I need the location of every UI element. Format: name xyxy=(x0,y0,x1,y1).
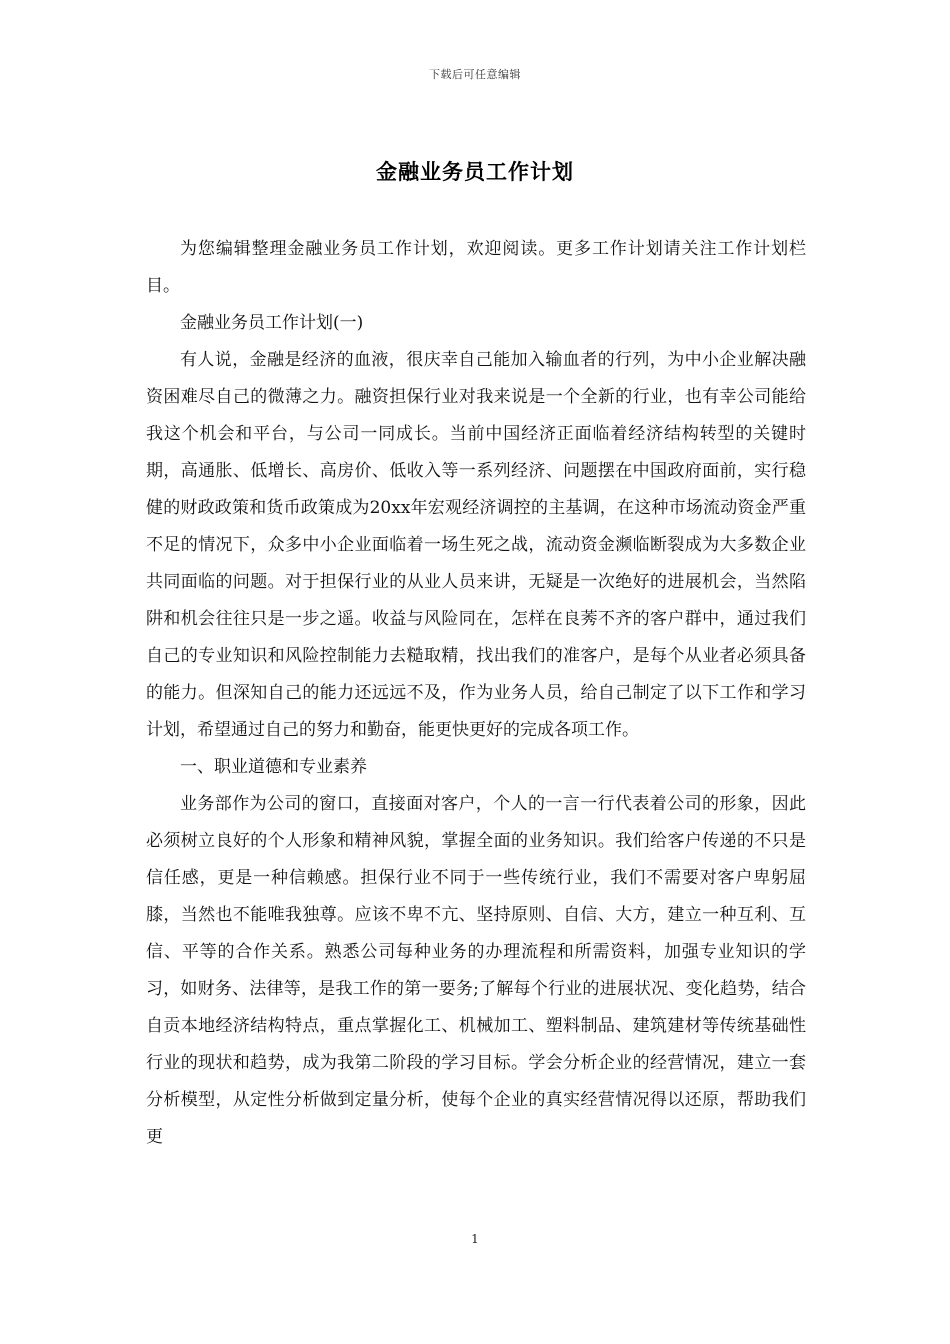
body-paragraph: 业务部作为公司的窗口，直接面对客户，个人的一言一行代表着公司的形象，因此必须树立良好的个人形象和精神风貌，掌握全面的业务知识。我们给客户传递的不只是信任感，更是一种信赖感。担保行业不同于一些传统行业，我们不需要对客户卑躬屈膝，当然也不能唯我独尊。应该不卑不亢、坚持原则、自信、大方，建立一种互利、互信、平等的合作关系。熟悉公司每种业务的办理流程和所需资料，加强专业知识的学习，如财务、法律等，是我工作的第一要务;了解每个行业的进展状况、变化趋势，结合自贡本地经济结构特点，重点掌握化工、机械加工、塑料制品、建筑建材等传统基础性行业的现状和趋势，成为我第二阶段的学习目标。学会分析企业的经营情况，建立一套分析模型，从定性分析做到定量分析，使每个企业的真实经营情况得以还原，帮助我们更 xyxy=(146,794,806,1147)
section-heading-ethics: 一、职业道德和专业素养 xyxy=(180,757,367,777)
document-body xyxy=(146,231,806,1156)
page-number: 1 xyxy=(471,1232,479,1246)
header-note: 下载后可任意编辑 xyxy=(429,68,521,81)
body-paragraph: 有人说，金融是经济的血液，很庆幸自己能加入输血者的行列，为中小企业解决融资困难尽自己的微薄之力。融资担保行业对我来说是一个全新的行业，也有幸公司能给我这个机会和平台，与公司一同成长。当前中国经济正面临着经济结构转型的关键时期，高通胀、低增长、高房价、低收入等一系列经济、问题摆在中国政府面前，实行稳健的财政政策和货币政策成为20xx年宏观经济调控的主基调，在这种市场流动资金严重不足的情况下，众多中小企业面临着一场生死之战，流动资金濒临断裂成为大多数企业共同面临的问题。对于担保行业的从业人员来讲，无疑是一次绝好的进展机会，当然陷阱和机会往往只是一步之遥。收益与风险同在，怎样在良莠不齐的客户群中，通过我们自己的专业知识和风险控制能力去糙取精，找出我们的准客户，是每个从业者必须具备的能力。但深知自己的能力还远远不及，作为业务人员，给自己制定了以下工作和学习计划，希望通过自己的努力和勤奋，能更快更好的完成各项工作。 xyxy=(146,350,806,740)
document-title: 金融业务员工作计划 xyxy=(376,159,574,184)
section-heading-plan-one: 金融业务员工作计划(一) xyxy=(180,313,364,333)
intro-paragraph: 为您编辑整理金融业务员工作计划，欢迎阅读。更多工作计划请关注工作计划栏目。 xyxy=(146,239,806,296)
